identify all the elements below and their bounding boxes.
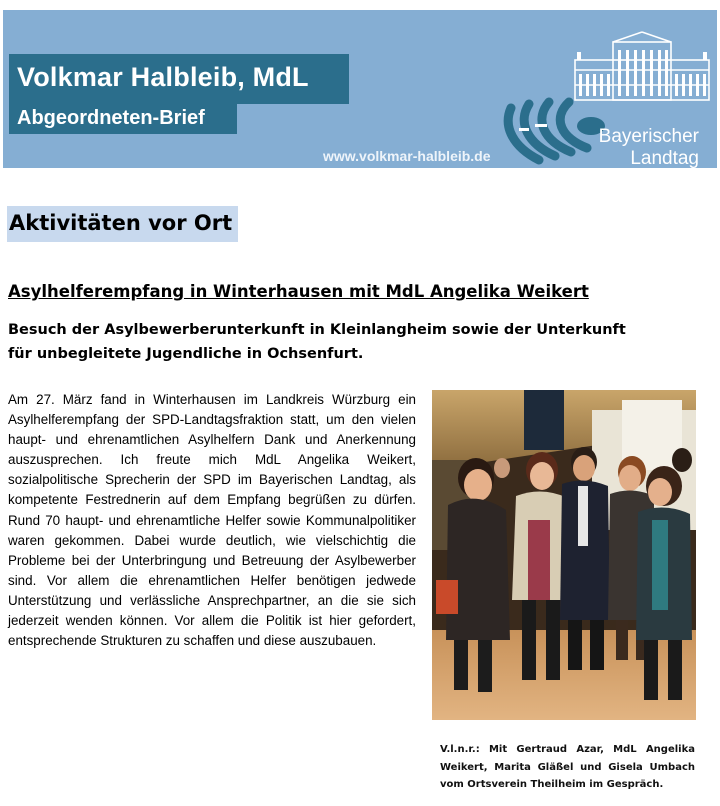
landtag-logo xyxy=(499,30,717,172)
article-title: Asylhelferempfang in Winterhausen mit MdL Angelika Weikert xyxy=(8,282,589,301)
subtitle-box xyxy=(9,104,237,134)
article-body: Am 27. März fand in Winterhausen im Landkreis Würzburg ein Asylhelferempfang der SPD-Landtagsfraktion statt, um den vielen haupt- und ehrenamtlichen Asylhelfern Dank und Anerkennung auszusprechen. Ich freute mich MdL Angelika Weikert, sozialpolitische Sprecherin der SPD im Bayerischen Landtag, als kompetente Festrednerin auf dem Empfang begrüßen zu dürfen. Rund 70 haupt- und ehrenamtliche Helfer sowie Kommunalpolitiker waren gekommen. Dabei wurde deutlich, wie vielschichtig die Probleme bei der Unterbringung und Betreuung der Asylbewerber sind. Vor allem die ehrenamtlichen Helfer benötigen jedwede Unterstützung und verlässliche Ansprechpartner, an die sie sich jederzeit wenden können. Vor allem die Politik ist hier gefordert, entsprechende Strukturen zu schaffen und diese auszubauen. xyxy=(8,392,416,649)
logo-line-1: Bayerischer xyxy=(598,126,699,147)
logo-line-2: Landtag xyxy=(630,148,699,169)
representative-name: Volkmar Halbleib, MdL xyxy=(17,62,309,92)
section-title: Aktivitäten vor Ort xyxy=(7,206,238,242)
name-box xyxy=(9,54,349,104)
event-photo xyxy=(432,390,696,720)
newsletter-subtitle: Abgeordneten-Brief xyxy=(17,107,205,129)
article-lead: Besuch der Asylbewerberunterkunft in Kleinlangheim sowie der Unterkunft für unbegleitete Jugendliche in Ochsenfurt. xyxy=(8,322,626,362)
website-link[interactable]: www.volkmar-halbleib.de xyxy=(323,148,491,164)
photo-caption: V.l.n.r.: Mit Gertraud Azar, MdL Angelika Weikert, Marita Gläßel und Gisela Umbach vom Ortsverein Theilheim im Gespräch. xyxy=(440,744,695,790)
landtag-logo-text xyxy=(599,126,699,170)
header-banner xyxy=(3,10,717,168)
